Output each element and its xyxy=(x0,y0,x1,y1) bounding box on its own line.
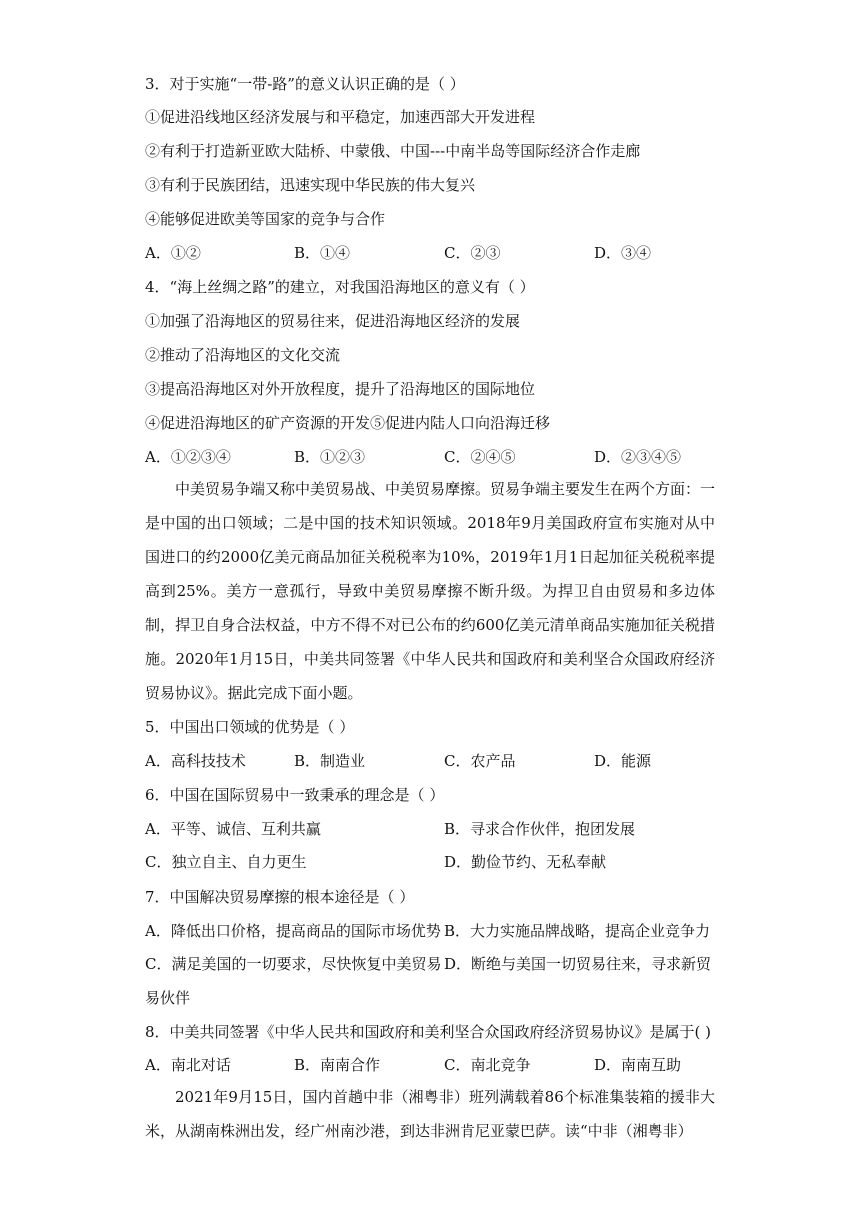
question-4-option-d: D．②③④⑤ xyxy=(594,448,682,466)
question-6-option-a: A．平等、诚信、互利共赢 xyxy=(145,820,321,838)
question-3-option-c: C．②③ xyxy=(444,244,501,262)
question-8-option-b: B．南南合作 xyxy=(294,1056,381,1074)
question-7-option-a: A．降低出口价格，提高商品的国际市场优势 xyxy=(145,922,441,940)
question-8-option-c: C．南北竞争 xyxy=(444,1056,531,1074)
question-4-option-a: A．①②③④ xyxy=(145,448,231,466)
question-7-option-d-continued: 易伙伴 xyxy=(145,989,191,1007)
reading-passage-china-africa-train xyxy=(145,1080,715,1148)
question-4-stem: 4．“海上丝绸之路”的建立，对我国沿海地区的意义有（ ） xyxy=(145,278,535,296)
question-8-stem: 8．中美共同签署《中华人民共和国政府和美利坚合众国政府经济贸易协议》是属于( ) xyxy=(145,1023,712,1041)
question-5-option-b: B．制造业 xyxy=(294,752,366,770)
question-8-option-a: A．南北对话 xyxy=(145,1056,231,1074)
question-6-stem: 6．中国在国际贸易中一致秉承的理念是（ ） xyxy=(145,786,445,804)
question-7-option-c: C．满足美国的一切要求，尽快恢复中美贸易 xyxy=(145,955,442,973)
question-7-stem: 7．中国解决贸易摩擦的根本途径是（ ） xyxy=(145,888,415,906)
question-3-item-2: ②有利于打造新亚欧大陆桥、中蒙俄、中国---中南半岛等国际经济合作走廊 xyxy=(145,142,641,160)
reading-passage-trade-dispute xyxy=(145,472,715,710)
question-6-option-b: B．寻求合作伙伴，抱团发展 xyxy=(444,820,636,838)
question-3-option-a: A．①② xyxy=(145,244,201,262)
question-4-option-c: C．②④⑤ xyxy=(444,448,516,466)
question-3-option-b: B．①④ xyxy=(294,244,351,262)
question-4-item-1: ①加强了沿海地区的贸易往来，促进沿海地区经济的发展 xyxy=(145,312,521,330)
question-3-item-3: ③有利于民族团结，迅速实现中华民族的伟大复兴 xyxy=(145,176,476,194)
question-4-item-2: ②推动了沿海地区的文化交流 xyxy=(145,346,341,364)
question-7-option-b: B．大力实施品牌战略，提高企业竞争力 xyxy=(444,922,711,940)
question-4-option-b: B．①②③ xyxy=(294,448,366,466)
question-5-option-d: D．能源 xyxy=(594,752,652,770)
question-4-item-3: ③提高沿海地区对外开放程度，提升了沿海地区的国际地位 xyxy=(145,380,536,398)
passage-text: 2021年9月15日，国内首趟中非（湘粤非）班列满载着86个标准集装箱的援非大米，从湖南株洲出发，经广州南沙港，到达非洲肯尼亚蒙巴萨。读“中非（湘粤非） xyxy=(145,1088,715,1140)
question-3-stem: 3．对于实施“一带-路”的意义认识正确的是（ ） xyxy=(145,75,465,93)
passage-text: 中美贸易争端又称中美贸易战、中美贸易摩擦。贸易争端主要发生在两个方面：一是中国的出口领域；二是中国的技术知识领域。2018年9月美国政府宣布实施对从中国进口的约2000亿美元商品加征关税税率为10%，2019年1月1日起加征关税税率提高到25%。美方一意孤行，导致中美贸易摩擦不断升级。为捍卫自由贸易和多边体制，捍卫自身合法权益，中方不得不对已公布的约600亿美元清单商品实施加征关税措施。2020年1月15日，中美共同签署《中华人民共和国政府和美利坚合众国政府经济贸易协议》。据此完成下面小题。 xyxy=(145,480,716,702)
question-8-option-d: D．南南互助 xyxy=(594,1056,682,1074)
question-5-option-a: A．高科技技术 xyxy=(145,752,246,770)
question-3-item-1: ①促进沿线地区经济发展与和平稳定，加速西部大开发进程 xyxy=(145,108,536,126)
question-6-option-d: D．勤俭节约、无私奉献 xyxy=(444,853,607,871)
question-7-option-d: D．断绝与美国一切贸易往来，寻求新贸 xyxy=(444,955,712,973)
question-5-option-c: C．农产品 xyxy=(444,752,516,770)
question-4-item-4: ④促进沿海地区的矿产资源的开发⑤促进内陆人口向沿海迁移 xyxy=(145,414,551,432)
question-5-stem: 5．中国出口领域的优势是（ ） xyxy=(145,718,355,736)
question-3-item-4: ④能够促进欧美等国家的竞争与合作 xyxy=(145,210,386,228)
question-6-option-c: C．独立自主、自力更生 xyxy=(145,853,307,871)
question-3-option-d: D．③④ xyxy=(594,244,652,262)
